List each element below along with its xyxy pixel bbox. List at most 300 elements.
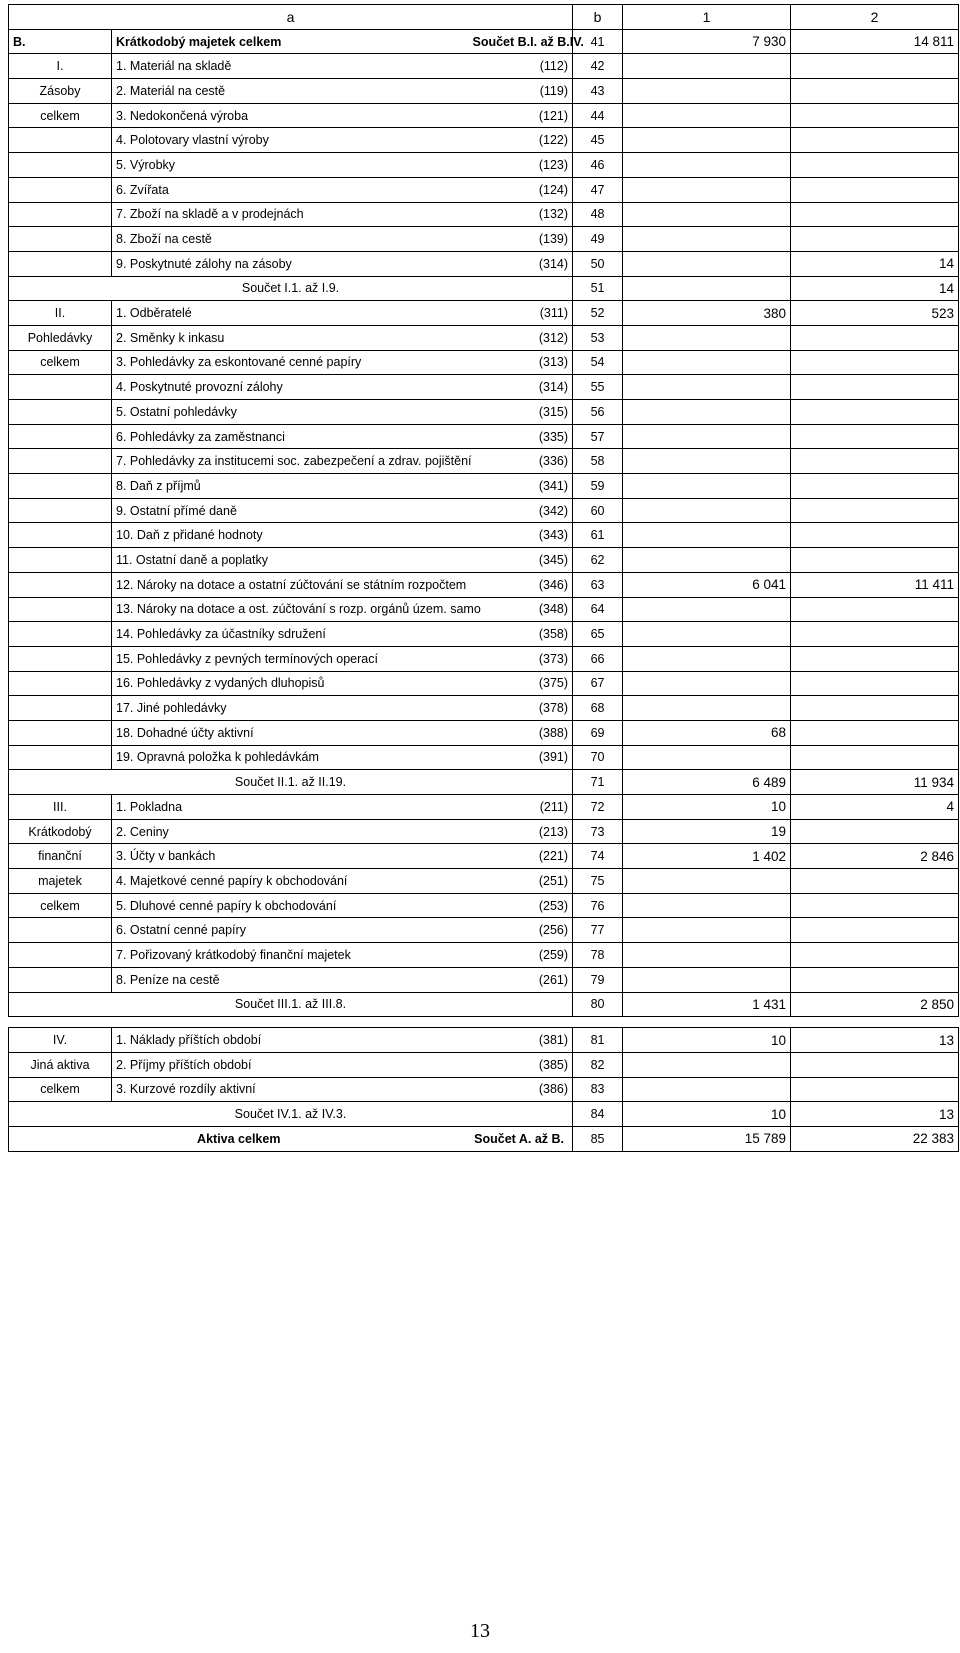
value-col-2 (791, 350, 959, 375)
item-name: 10. Daň z přidané hodnoty (112, 523, 469, 548)
value-col-2 (791, 1052, 959, 1077)
account-code: (122) (469, 128, 573, 153)
value-col-2 (791, 696, 959, 721)
table-row (9, 153, 959, 178)
account-code: (314) (469, 251, 573, 276)
table-row (9, 202, 959, 227)
row-number: 76 (573, 893, 623, 918)
account-code: (211) (469, 795, 573, 820)
row-number: 66 (573, 646, 623, 671)
value-col-2 (791, 597, 959, 622)
group-label (9, 671, 112, 696)
item-name: 13. Nároky na dotace a ost. zúčtování s rozp. orgánů územ. samo (112, 597, 469, 622)
table-row (9, 720, 959, 745)
section-b-sum: Součet B.I. až B.IV. (469, 29, 573, 54)
table-row (9, 646, 959, 671)
value-col-1 (623, 646, 791, 671)
account-code: (348) (469, 597, 573, 622)
section-gap (9, 1017, 959, 1028)
value-col-2 (791, 622, 959, 647)
group-label: finanční (9, 844, 112, 869)
row-number: 43 (573, 79, 623, 104)
section-b-row (9, 29, 959, 54)
table-row (9, 523, 959, 548)
row-number: 61 (573, 523, 623, 548)
account-code: (221) (469, 844, 573, 869)
row-number: 56 (573, 400, 623, 425)
grand-total-sum: Součet A. až B. (469, 1126, 573, 1151)
value-col-2 (791, 671, 959, 696)
item-name: 12. Nároky na dotace a ostatní zúčtování se státním rozpočtem (112, 572, 469, 597)
subtotal-label: Součet II.1. až II.19. (9, 770, 573, 795)
row-number: 70 (573, 745, 623, 770)
value-col-1 (623, 177, 791, 202)
row-number: 64 (573, 597, 623, 622)
value-col-1: 1 402 (623, 844, 791, 869)
account-code: (315) (469, 400, 573, 425)
group-label: Jiná aktiva (9, 1052, 112, 1077)
header-row (9, 5, 959, 30)
subtotal-value-1: 1 431 (623, 992, 791, 1017)
value-col-2 (791, 498, 959, 523)
table-row (9, 128, 959, 153)
item-name: 1. Pokladna (112, 795, 469, 820)
item-name: 1. Náklady příštích období (112, 1028, 469, 1053)
gap-cell (112, 1017, 469, 1028)
row-number: 84 (573, 1102, 623, 1127)
group-label: Krátkodobý (9, 819, 112, 844)
item-name: 3. Kurzové rozdíly aktivní (112, 1077, 469, 1102)
value-col-1 (623, 548, 791, 573)
item-name: 5. Výrobky (112, 153, 469, 178)
account-code: (378) (469, 696, 573, 721)
group-label (9, 177, 112, 202)
group-label (9, 572, 112, 597)
section-b-rownum: 41 (573, 29, 623, 54)
value-col-1 (623, 474, 791, 499)
value-col-2 (791, 325, 959, 350)
account-code: (335) (469, 424, 573, 449)
subtotal-row (9, 1102, 959, 1127)
row-number: 46 (573, 153, 623, 178)
subtotal-value-2: 11 934 (791, 770, 959, 795)
row-number: 63 (573, 572, 623, 597)
row-number: 79 (573, 967, 623, 992)
table-row (9, 572, 959, 597)
section-b-value-1: 7 930 (623, 29, 791, 54)
group-label: I. (9, 54, 112, 79)
row-number: 80 (573, 992, 623, 1017)
value-col-1: 10 (623, 795, 791, 820)
subtotal-value-2: 13 (791, 1102, 959, 1127)
value-col-1 (623, 893, 791, 918)
table-row (9, 103, 959, 128)
table-row (9, 474, 959, 499)
table-row (9, 1077, 959, 1102)
table-row (9, 548, 959, 573)
value-col-2 (791, 128, 959, 153)
item-name: 2. Ceniny (112, 819, 469, 844)
account-code: (343) (469, 523, 573, 548)
subtotal-label: Součet IV.1. až IV.3. (9, 1102, 573, 1127)
value-col-1 (623, 918, 791, 943)
account-code: (313) (469, 350, 573, 375)
header-a: a (9, 5, 573, 30)
item-name: 9. Ostatní přímé daně (112, 498, 469, 523)
table-row (9, 918, 959, 943)
account-code: (213) (469, 819, 573, 844)
value-col-1 (623, 449, 791, 474)
subtotal-label: Součet I.1. až I.9. (9, 276, 573, 301)
row-number: 55 (573, 375, 623, 400)
value-col-2 (791, 177, 959, 202)
table-row (9, 424, 959, 449)
account-code: (121) (469, 103, 573, 128)
row-number: 54 (573, 350, 623, 375)
account-code: (256) (469, 918, 573, 943)
table-row (9, 227, 959, 252)
row-number: 50 (573, 251, 623, 276)
value-col-1: 6 041 (623, 572, 791, 597)
value-col-1 (623, 967, 791, 992)
item-name: 17. Jiné pohledávky (112, 696, 469, 721)
value-col-2 (791, 79, 959, 104)
section-b-value-2: 14 811 (791, 29, 959, 54)
item-name: 14. Pohledávky za účastníky sdružení (112, 622, 469, 647)
group-label: IV. (9, 1028, 112, 1053)
row-number: 83 (573, 1077, 623, 1102)
group-label: III. (9, 795, 112, 820)
group-label: Pohledávky (9, 325, 112, 350)
row-number: 52 (573, 301, 623, 326)
value-col-2 (791, 548, 959, 573)
table-row (9, 79, 959, 104)
row-number: 78 (573, 943, 623, 968)
value-col-1 (623, 1077, 791, 1102)
grand-total-label: Aktiva celkem (9, 1126, 469, 1151)
item-name: 8. Zboží na cestě (112, 227, 469, 252)
subtotal-row (9, 992, 959, 1017)
row-number: 49 (573, 227, 623, 252)
value-col-2 (791, 424, 959, 449)
row-number: 51 (573, 276, 623, 301)
table-row (9, 869, 959, 894)
account-code: (312) (469, 325, 573, 350)
group-label (9, 523, 112, 548)
table-row (9, 597, 959, 622)
item-name: 4. Poskytnuté provozní zálohy (112, 375, 469, 400)
item-name: 15. Pohledávky z pevných termínových operací (112, 646, 469, 671)
group-label (9, 474, 112, 499)
account-code: (336) (469, 449, 573, 474)
value-col-2 (791, 646, 959, 671)
row-number: 71 (573, 770, 623, 795)
row-number: 47 (573, 177, 623, 202)
table-row (9, 745, 959, 770)
value-col-2: 11 411 (791, 572, 959, 597)
table-row (9, 671, 959, 696)
value-col-1: 10 (623, 1028, 791, 1053)
subtotal-value-2: 14 (791, 276, 959, 301)
group-label (9, 696, 112, 721)
value-col-1 (623, 671, 791, 696)
account-code: (386) (469, 1077, 573, 1102)
value-col-1 (623, 202, 791, 227)
row-number: 42 (573, 54, 623, 79)
group-label (9, 375, 112, 400)
value-col-1 (623, 103, 791, 128)
item-name: 2. Příjmy příštích období (112, 1052, 469, 1077)
group-label: celkem (9, 350, 112, 375)
row-number: 81 (573, 1028, 623, 1053)
item-name: 6. Ostatní cenné papíry (112, 918, 469, 943)
table-row (9, 795, 959, 820)
item-name: 3. Účty v bankách (112, 844, 469, 869)
value-col-2 (791, 745, 959, 770)
value-col-1 (623, 622, 791, 647)
group-label (9, 449, 112, 474)
value-col-1 (623, 400, 791, 425)
group-label (9, 943, 112, 968)
group-label: majetek (9, 869, 112, 894)
value-col-2: 2 846 (791, 844, 959, 869)
subtotal-value-1 (623, 276, 791, 301)
group-label (9, 424, 112, 449)
value-col-1 (623, 325, 791, 350)
item-name: 3. Nedokončená výroba (112, 103, 469, 128)
item-name: 19. Opravná položka k pohledávkám (112, 745, 469, 770)
value-col-1: 68 (623, 720, 791, 745)
value-col-1 (623, 251, 791, 276)
item-name: 7. Zboží na skladě a v prodejnách (112, 202, 469, 227)
row-number: 72 (573, 795, 623, 820)
table-row (9, 350, 959, 375)
value-col-1 (623, 375, 791, 400)
row-number: 60 (573, 498, 623, 523)
table-row (9, 375, 959, 400)
table-row (9, 696, 959, 721)
table-row (9, 1052, 959, 1077)
group-label (9, 400, 112, 425)
table-row (9, 622, 959, 647)
group-label (9, 128, 112, 153)
group-label (9, 720, 112, 745)
value-col-1 (623, 869, 791, 894)
value-col-1 (623, 498, 791, 523)
table-row (9, 967, 959, 992)
row-number: 62 (573, 548, 623, 573)
row-number: 67 (573, 671, 623, 696)
account-code: (358) (469, 622, 573, 647)
table-row (9, 1028, 959, 1053)
account-code: (381) (469, 1028, 573, 1053)
group-label: celkem (9, 103, 112, 128)
group-label (9, 646, 112, 671)
gap-cell (469, 1017, 573, 1028)
row-number: 68 (573, 696, 623, 721)
row-number: 69 (573, 720, 623, 745)
subtotal-value-1: 6 489 (623, 770, 791, 795)
gap-cell (791, 1017, 959, 1028)
value-col-1 (623, 1052, 791, 1077)
subtotal-label: Součet III.1. až III.8. (9, 992, 573, 1017)
value-col-1 (623, 350, 791, 375)
value-col-1 (623, 79, 791, 104)
row-number: 53 (573, 325, 623, 350)
item-name: 6. Pohledávky za zaměstnanci (112, 424, 469, 449)
account-code: (345) (469, 548, 573, 573)
header-2: 2 (791, 5, 959, 30)
item-name: 3. Pohledávky za eskontované cenné papíry (112, 350, 469, 375)
account-code: (259) (469, 943, 573, 968)
value-col-1 (623, 54, 791, 79)
account-code: (341) (469, 474, 573, 499)
group-label (9, 918, 112, 943)
row-number: 82 (573, 1052, 623, 1077)
table-row (9, 54, 959, 79)
account-code: (139) (469, 227, 573, 252)
group-label (9, 227, 112, 252)
value-col-2 (791, 918, 959, 943)
account-code: (385) (469, 1052, 573, 1077)
group-label (9, 153, 112, 178)
account-code: (375) (469, 671, 573, 696)
value-col-1 (623, 128, 791, 153)
row-number: 85 (573, 1126, 623, 1151)
account-code: (132) (469, 202, 573, 227)
subtotal-row (9, 770, 959, 795)
group-label: II. (9, 301, 112, 326)
value-col-1 (623, 227, 791, 252)
row-number: 65 (573, 622, 623, 647)
table-row (9, 400, 959, 425)
grand-total-value-1: 15 789 (623, 1126, 791, 1151)
table-row (9, 943, 959, 968)
account-code: (314) (469, 375, 573, 400)
table-row (9, 819, 959, 844)
value-col-2: 14 (791, 251, 959, 276)
group-label: celkem (9, 893, 112, 918)
item-name: 5. Ostatní pohledávky (112, 400, 469, 425)
value-col-1 (623, 153, 791, 178)
item-name: 2. Materiál na cestě (112, 79, 469, 104)
item-name: 16. Pohledávky z vydaných dluhopisů (112, 671, 469, 696)
value-col-2 (791, 720, 959, 745)
group-label (9, 967, 112, 992)
account-code: (311) (469, 301, 573, 326)
row-number: 48 (573, 202, 623, 227)
account-code: (253) (469, 893, 573, 918)
value-col-1 (623, 523, 791, 548)
item-name: 2. Směnky k inkasu (112, 325, 469, 350)
value-col-1 (623, 597, 791, 622)
value-col-2 (791, 202, 959, 227)
group-label (9, 251, 112, 276)
value-col-2: 523 (791, 301, 959, 326)
row-number: 59 (573, 474, 623, 499)
table-row (9, 893, 959, 918)
value-col-1: 380 (623, 301, 791, 326)
balance-sheet-table (8, 4, 959, 1152)
row-number: 45 (573, 128, 623, 153)
account-code: (261) (469, 967, 573, 992)
value-col-1 (623, 745, 791, 770)
item-name: 9. Poskytnuté zálohy na zásoby (112, 251, 469, 276)
group-label: celkem (9, 1077, 112, 1102)
account-code: (251) (469, 869, 573, 894)
value-col-2 (791, 819, 959, 844)
value-col-2 (791, 943, 959, 968)
account-code: (373) (469, 646, 573, 671)
value-col-2: 13 (791, 1028, 959, 1053)
value-col-2 (791, 400, 959, 425)
item-name: 7. Pořizovaný krátkodobý finanční majetek (112, 943, 469, 968)
value-col-2 (791, 869, 959, 894)
subtotal-value-1: 10 (623, 1102, 791, 1127)
account-code: (119) (469, 79, 573, 104)
row-number: 58 (573, 449, 623, 474)
value-col-2 (791, 54, 959, 79)
item-name: 1. Materiál na skladě (112, 54, 469, 79)
table-row (9, 301, 959, 326)
value-col-2 (791, 227, 959, 252)
value-col-2: 4 (791, 795, 959, 820)
value-col-2 (791, 967, 959, 992)
subtotal-row (9, 276, 959, 301)
table-row (9, 251, 959, 276)
gap-cell (573, 1017, 623, 1028)
group-label (9, 745, 112, 770)
row-number: 77 (573, 918, 623, 943)
section-b-code: B. (9, 29, 112, 54)
page-number: 13 (470, 1620, 490, 1642)
table-row (9, 325, 959, 350)
row-number: 74 (573, 844, 623, 869)
value-col-1: 19 (623, 819, 791, 844)
value-col-2 (791, 1077, 959, 1102)
account-code: (346) (469, 572, 573, 597)
group-label: Zásoby (9, 79, 112, 104)
row-number: 73 (573, 819, 623, 844)
section-b-label: Krátkodobý majetek celkem (112, 29, 469, 54)
value-col-1 (623, 424, 791, 449)
row-number: 57 (573, 424, 623, 449)
account-code: (112) (469, 54, 573, 79)
value-col-2 (791, 103, 959, 128)
item-name: 11. Ostatní daně a poplatky (112, 548, 469, 573)
item-name: 18. Dohadné účty aktivní (112, 720, 469, 745)
header-b: b (573, 5, 623, 30)
group-label (9, 548, 112, 573)
value-col-2 (791, 474, 959, 499)
header-1: 1 (623, 5, 791, 30)
subtotal-value-2: 2 850 (791, 992, 959, 1017)
item-name: 8. Daň z příjmů (112, 474, 469, 499)
item-name: 6. Zvířata (112, 177, 469, 202)
account-code: (391) (469, 745, 573, 770)
grand-total-value-2: 22 383 (791, 1126, 959, 1151)
item-name: 7. Pohledávky za institucemi soc. zabezpečení a zdrav. pojištění (112, 449, 469, 474)
value-col-2 (791, 893, 959, 918)
gap-cell (9, 1017, 112, 1028)
value-col-2 (791, 153, 959, 178)
account-code: (123) (469, 153, 573, 178)
item-name: 8. Peníze na cestě (112, 967, 469, 992)
group-label (9, 202, 112, 227)
group-label (9, 622, 112, 647)
row-number: 44 (573, 103, 623, 128)
value-col-1 (623, 943, 791, 968)
